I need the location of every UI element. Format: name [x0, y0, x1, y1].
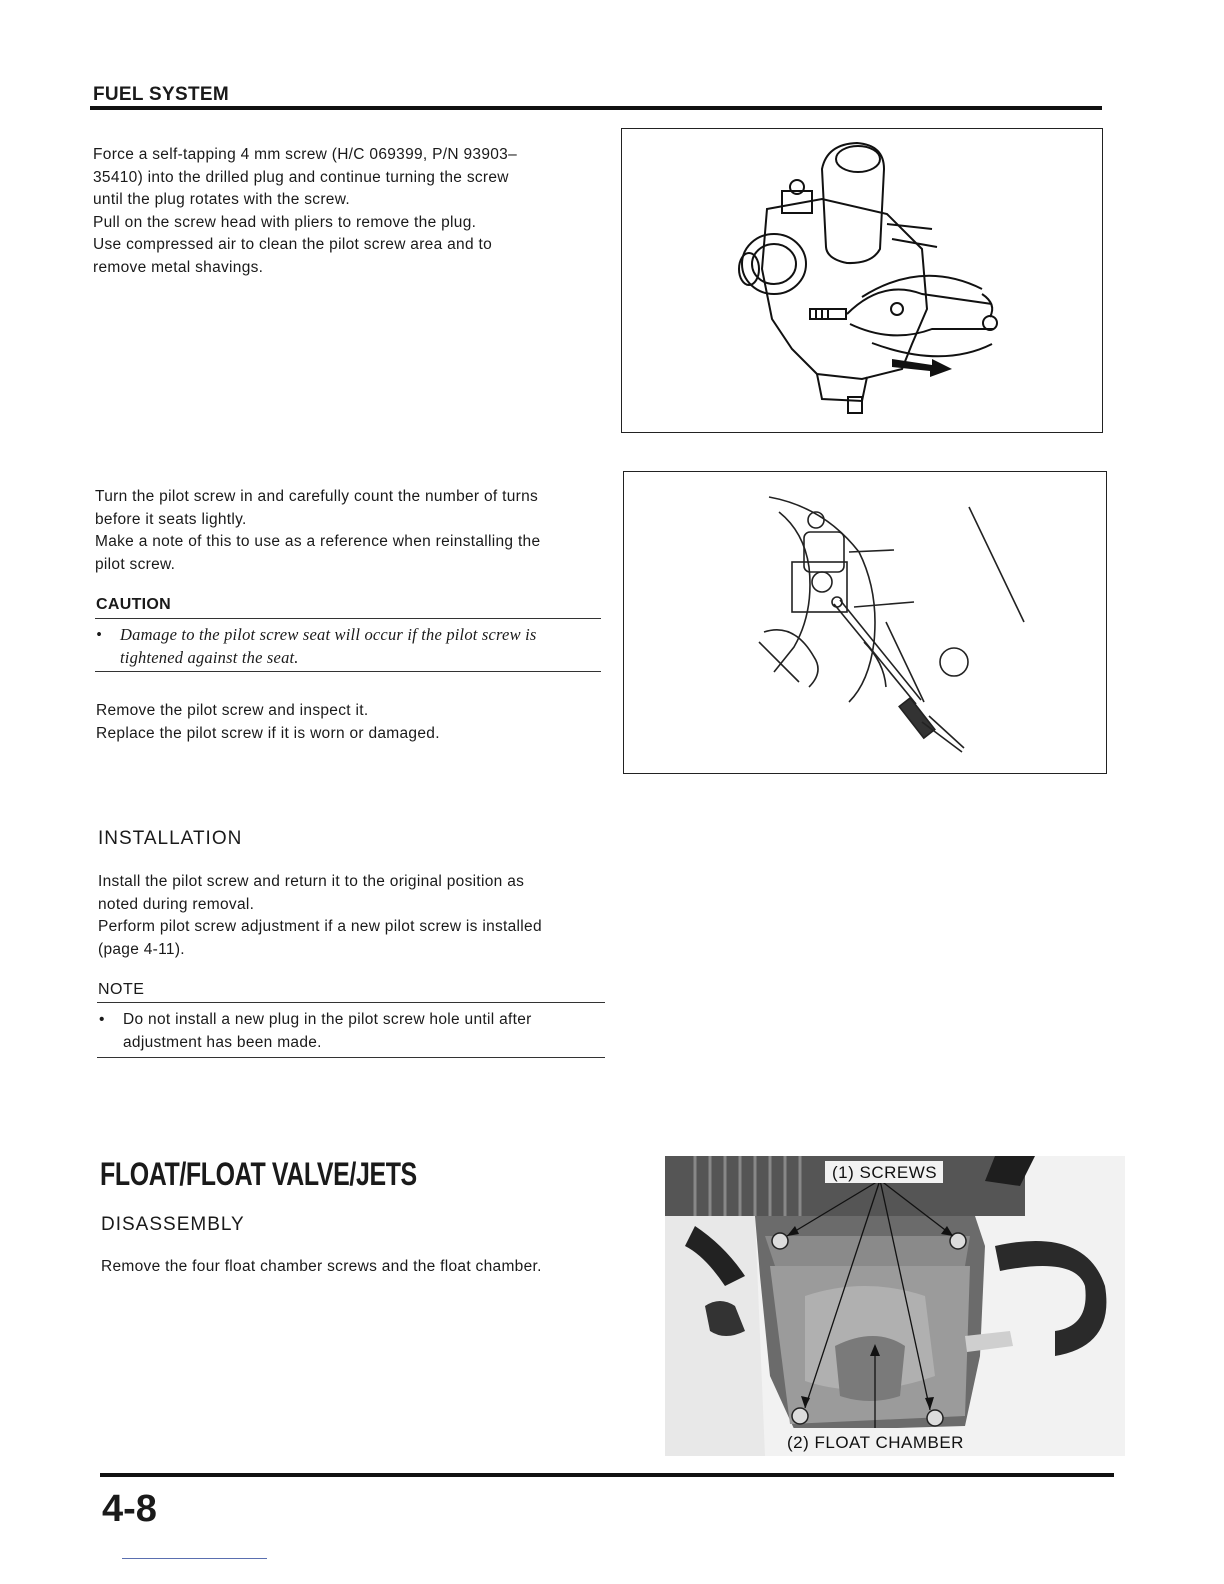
- note-line: Do not install a new plug in the pilot screw hole until after: [123, 1011, 532, 1028]
- caution-rule-bottom: [95, 671, 601, 672]
- caution-rule-top: [95, 618, 601, 619]
- text-line: Make a note of this to use as a reference when reinstalling the: [95, 533, 541, 550]
- text-line: (page 4-11).: [98, 940, 185, 958]
- footer-link-line: [122, 1558, 267, 1559]
- figure-pilot-screwdriver: [623, 471, 1107, 774]
- caution-title: CAUTION: [96, 596, 171, 613]
- section-title: FUEL SYSTEM: [93, 84, 229, 105]
- note-rule-bottom: [97, 1057, 605, 1058]
- installation-instructions: [98, 871, 610, 961]
- note-title: NOTE: [98, 981, 145, 998]
- page-number: 4-8: [102, 1488, 157, 1530]
- note-line: adjustment has been made.: [123, 1033, 322, 1051]
- float-section-heading: FLOAT/FLOAT VALVE/JETS: [100, 1156, 417, 1192]
- note-item: [99, 1009, 611, 1054]
- text-line: remove metal shavings.: [93, 258, 264, 276]
- caution-item: [96, 624, 606, 669]
- text-line: Remove the pilot screw and inspect it.: [96, 702, 369, 719]
- float-chamber-photo: [665, 1156, 1125, 1456]
- footer-rule: [100, 1473, 1114, 1477]
- photo-label-float-chamber: (2) FLOAT CHAMBER: [787, 1433, 964, 1452]
- text-line: Perform pilot screw adjustment if a new pilot screw is installed: [98, 918, 542, 935]
- text-line: Use compressed air to clean the pilot screw area and to: [93, 236, 493, 253]
- text-line: Install the pilot screw and return it to the original position as: [98, 873, 525, 890]
- inspect-instructions: [96, 700, 606, 745]
- text-line: Replace the pilot screw if it is worn or damaged.: [96, 724, 440, 742]
- caution-line: tightened against the seat.: [120, 647, 299, 667]
- pilot-screw-count-instructions: [95, 486, 605, 576]
- text-line: 35410) into the drilled plug and continue turning the screw: [93, 168, 509, 186]
- disassembly-heading: DISASSEMBLY: [101, 1214, 245, 1235]
- float-chamber-photo-art: [665, 1156, 1125, 1456]
- photo-label-screws: (1) SCREWS: [832, 1163, 938, 1182]
- text-line: before it seats lightly.: [95, 510, 247, 528]
- bullet-glyph: •: [96, 625, 102, 644]
- note-rule-top: [97, 1002, 605, 1003]
- figure-carburetor-pliers: [621, 128, 1103, 433]
- text-line: noted during removal.: [98, 895, 255, 913]
- header-rule: [90, 106, 1102, 110]
- disassembly-instructions: Remove the four float chamber screws and the float chamber.: [101, 1258, 542, 1275]
- text-line: Turn the pilot screw in and carefully count the number of turns: [95, 488, 539, 505]
- text-line: pilot screw.: [95, 555, 176, 573]
- caution-line: Damage to the pilot screw seat will occur if the pilot screw is: [120, 625, 537, 644]
- text-line: Pull on the screw head with pliers to remove the plug.: [93, 213, 477, 231]
- plug-removal-instructions: [93, 144, 603, 279]
- installation-heading: INSTALLATION: [98, 828, 243, 849]
- pilot-screwdriver-illustration: [624, 472, 1106, 773]
- text-line: Force a self-tapping 4 mm screw (H/C 069399, P/N 93903–: [93, 146, 517, 163]
- text-line: until the plug rotates with the screw.: [93, 191, 350, 208]
- carburetor-pliers-illustration: [622, 129, 1102, 432]
- bullet-glyph: •: [99, 1011, 105, 1028]
